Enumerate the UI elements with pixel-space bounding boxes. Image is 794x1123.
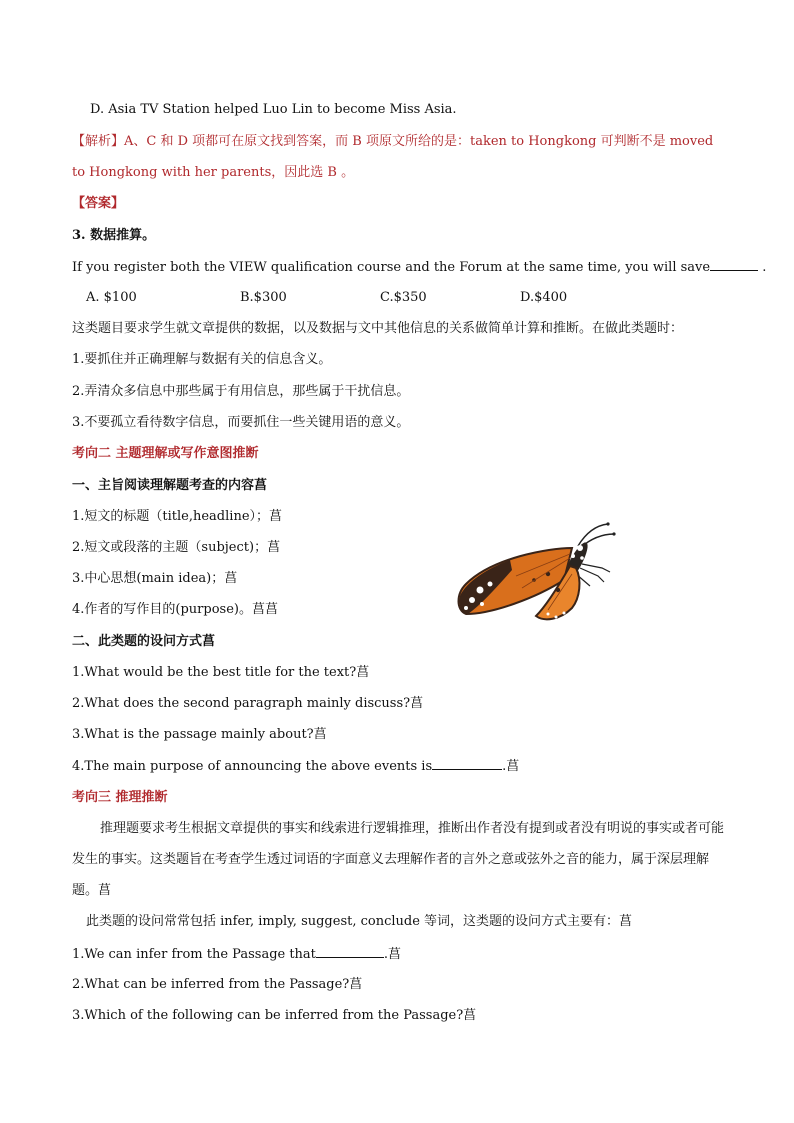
question-way-2: 2.What does the second paragraph mainly discuss?菖 xyxy=(72,696,424,711)
inference-question-3: 3.Which of the following can be inferred from the Passage?菖 xyxy=(72,1008,477,1023)
subsection-1-title: 一、主旨阅读理解题考查的内容菖 xyxy=(72,478,268,493)
analysis-line-1: 【解析】A、C 和 D 项都可在原文找到答案，而 B 项原文所给的是：taken to Hongkong 可判断不是 moved xyxy=(72,134,714,149)
answer-blank xyxy=(432,757,502,770)
option-d: D. Asia TV Station helped Luo Lin to become Miss Asia. xyxy=(90,102,457,117)
answer-blank xyxy=(316,945,384,958)
question-way-4-text: 4.The main purpose of announcing the above events is xyxy=(72,759,433,774)
option-c: C.$350 xyxy=(380,290,427,305)
question-way-4 xyxy=(72,757,519,776)
question-3-text: If you register both the VIEW qualification course and the Forum at the same time, you will save xyxy=(72,260,711,275)
description: 这类题目要求学生就文章提供的数据，以及数据与文中其他信息的关系做简单计算和推断。在做此类题时： xyxy=(72,321,684,336)
content-item-2: 2.短文或段落的主题（subject)；菖 xyxy=(72,540,281,555)
topic-3-title: 考向三 推理推断 xyxy=(72,790,168,805)
content-item-3: 3.中心思想(main idea)；菖 xyxy=(72,571,238,586)
question-way-3: 3.What is the passage mainly about?菖 xyxy=(72,727,327,742)
question-3-end: . xyxy=(758,260,767,275)
section-3-title: 3. 数据推算。 xyxy=(72,228,156,243)
answer-blank xyxy=(710,258,758,271)
answer-label: 【答案】 xyxy=(72,196,125,211)
question-3 xyxy=(72,258,766,277)
option-d-value: D.$400 xyxy=(520,290,568,305)
inference-paragraph: 推理题要求考生根据文章提供的事实和线索进行逻辑推理，推断出作者没有提到或者没有明说的事实或者可能发生的事实。这类题旨在考查学生透过词语的字面意义去理解作者的言外之意或弦外之音的能力，属于深层理解题。菖 xyxy=(72,821,725,898)
question-way-1: 1.What would be the best title for the text?菖 xyxy=(72,665,370,680)
topic-2-title: 考向二 主题理解或写作意图推断 xyxy=(72,446,259,461)
content-item-1: 1.短文的标题（title,headline）；菖 xyxy=(72,509,283,524)
tip-3: 3.不要孤立看待数字信息，而要抓住一些关键用语的意义。 xyxy=(72,415,410,430)
subsection-2-title: 二、此类题的设问方式菖 xyxy=(72,634,216,649)
question-way-4-end: .菖 xyxy=(502,759,520,774)
content-item-4: 4.作者的写作目的(purpose)。菖菖 xyxy=(72,602,278,617)
inference-question-2: 2.What can be inferred from the Passage?菖 xyxy=(72,977,363,992)
inference-question-1-text: 1.We can infer from the Passage that xyxy=(72,947,316,962)
option-b: B.$300 xyxy=(240,290,287,305)
inference-question-1-end: .菖 xyxy=(383,947,402,962)
tip-2: 2.弄清众多信息中那些属于有用信息，那些属于干扰信息。 xyxy=(72,384,410,399)
option-a: A. $100 xyxy=(86,290,137,305)
inference-question-1 xyxy=(72,945,401,964)
inference-keywords: 此类题的设问常常包括 infer, imply, suggest, conclude 等词，这类题的设问方式主要有：菖 xyxy=(86,914,633,929)
tip-1: 1.要抓住并正确理解与数据有关的信息含义。 xyxy=(72,352,332,367)
butterfly-illustration xyxy=(452,518,622,623)
analysis-line-2: to Hongkong with her parents，因此选 B 。 xyxy=(72,165,355,180)
